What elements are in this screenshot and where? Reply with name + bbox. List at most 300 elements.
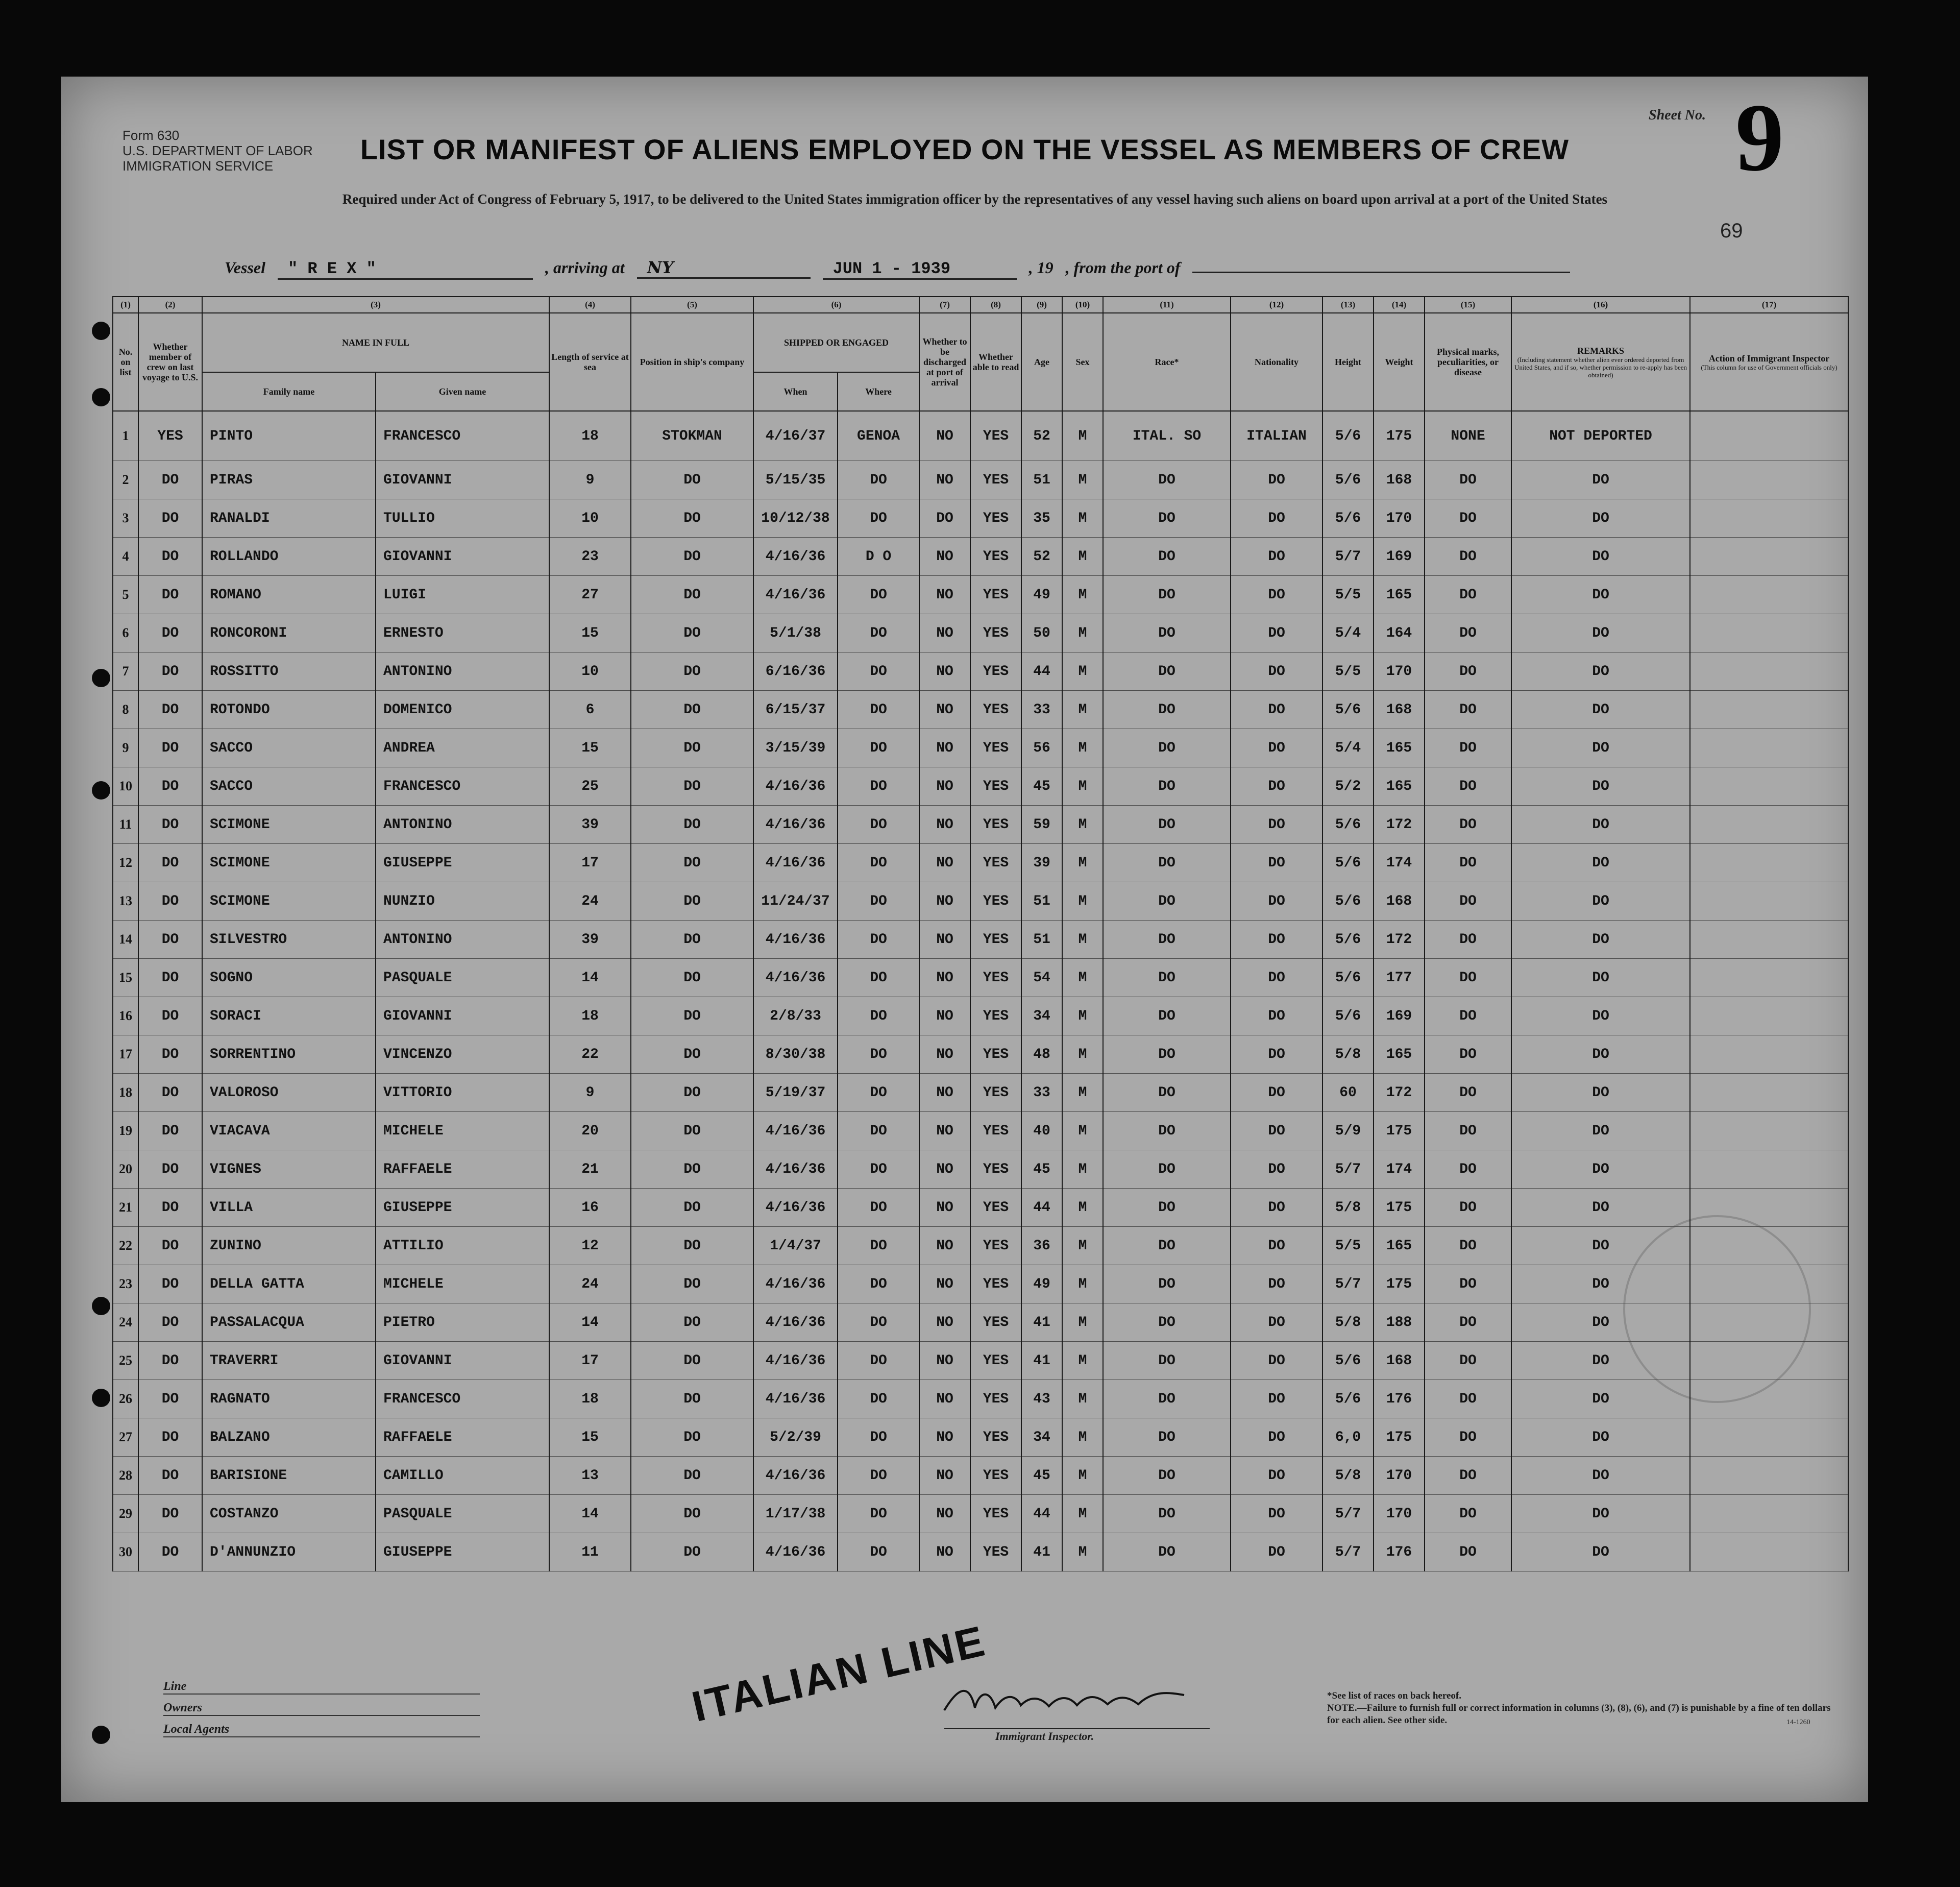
cell-age: 33 <box>1021 691 1062 729</box>
cell-action <box>1690 499 1848 538</box>
cell-prev: DO <box>138 691 202 729</box>
cell-nat: DO <box>1231 882 1322 921</box>
cell-action <box>1690 959 1848 997</box>
cell-where: D O <box>838 538 919 576</box>
cell-remarks: DO <box>1511 1112 1690 1150</box>
cell-nat: DO <box>1231 1150 1322 1189</box>
cell-prev: DO <box>138 652 202 691</box>
cell-weight: 165 <box>1374 576 1425 614</box>
cell-disch: NO <box>919 1035 970 1074</box>
cell-weight: 172 <box>1374 806 1425 844</box>
cell-service: 23 <box>549 538 631 576</box>
cell-no: 16 <box>113 997 138 1035</box>
cell-marks: DO <box>1425 538 1511 576</box>
table-row <box>113 1457 1848 1495</box>
cell-age: 35 <box>1021 499 1062 538</box>
cell-height: 5/6 <box>1322 461 1374 499</box>
cell-action <box>1690 691 1848 729</box>
cell-remarks: DO <box>1511 538 1690 576</box>
cell-no: 24 <box>113 1303 138 1342</box>
cell-disch: NO <box>919 767 970 806</box>
cell-sex: M <box>1062 1150 1103 1189</box>
cell-sex: M <box>1062 921 1103 959</box>
cell-sex: M <box>1062 1495 1103 1533</box>
cell-action <box>1690 652 1848 691</box>
cell-family: SILVESTRO <box>202 921 376 959</box>
cell-marks: DO <box>1425 921 1511 959</box>
cell-marks: DO <box>1425 1112 1511 1150</box>
cell-race: DO <box>1103 1189 1231 1227</box>
cell-disch: NO <box>919 461 970 499</box>
cell-action <box>1690 767 1848 806</box>
cell-prev: YES <box>138 411 202 461</box>
cell-no: 26 <box>113 1380 138 1418</box>
cell-age: 49 <box>1021 576 1062 614</box>
cell-where: DO <box>838 652 919 691</box>
cell-family: VIACAVA <box>202 1112 376 1150</box>
cell-disch: NO <box>919 1495 970 1533</box>
col-num-17: (17) <box>1690 297 1848 313</box>
cell-position: DO <box>631 1495 753 1533</box>
cell-no: 8 <box>113 691 138 729</box>
cell-sex: M <box>1062 959 1103 997</box>
cell-read: YES <box>970 1533 1021 1571</box>
cell-where: DO <box>838 1227 919 1265</box>
col-num-5: (5) <box>631 297 753 313</box>
cell-position: DO <box>631 1265 753 1303</box>
cell-nat: DO <box>1231 997 1322 1035</box>
from-port-field <box>1192 272 1570 273</box>
cell-action <box>1690 997 1848 1035</box>
cell-where: DO <box>838 1265 919 1303</box>
cell-given: GIOVANNI <box>376 1342 549 1380</box>
cell-action <box>1690 882 1848 921</box>
cell-position: STOKMAN <box>631 411 753 461</box>
col-discharged: Whether to be discharged at port of arrival <box>919 313 970 411</box>
cell-when: 4/16/36 <box>753 1150 838 1189</box>
cell-position: DO <box>631 576 753 614</box>
table-row <box>113 1265 1848 1303</box>
cell-action <box>1690 921 1848 959</box>
cell-family: ZUNINO <box>202 1227 376 1265</box>
cell-service: 27 <box>549 576 631 614</box>
cell-service: 18 <box>549 411 631 461</box>
cell-read: YES <box>970 1074 1021 1112</box>
cell-age: 45 <box>1021 1150 1062 1189</box>
cell-age: 45 <box>1021 1457 1062 1495</box>
cell-race: DO <box>1103 959 1231 997</box>
cell-race: DO <box>1103 499 1231 538</box>
table-row <box>113 614 1848 652</box>
cell-given: RAFFAELE <box>376 1150 549 1189</box>
cell-when: 4/16/36 <box>753 1533 838 1571</box>
table-row <box>113 1074 1848 1112</box>
cell-race: DO <box>1103 1303 1231 1342</box>
cell-given: TULLIO <box>376 499 549 538</box>
cell-height: 5/5 <box>1322 1227 1374 1265</box>
cell-position: DO <box>631 1457 753 1495</box>
cell-age: 52 <box>1021 411 1062 461</box>
cell-read: YES <box>970 499 1021 538</box>
cell-position: DO <box>631 882 753 921</box>
cell-where: DO <box>838 691 919 729</box>
inspector-label: Immigrant Inspector. <box>995 1730 1094 1743</box>
col-action-inspector <box>1690 313 1848 411</box>
cell-action <box>1690 1189 1848 1227</box>
cell-nat: DO <box>1231 652 1322 691</box>
cell-prev: DO <box>138 959 202 997</box>
cell-where: DO <box>838 997 919 1035</box>
cell-age: 59 <box>1021 806 1062 844</box>
cell-given: GIUSEPPE <box>376 1533 549 1571</box>
cell-remarks: DO <box>1511 844 1690 882</box>
arriving-label: , arriving at <box>545 258 625 277</box>
cell-read: YES <box>970 921 1021 959</box>
cell-no: 29 <box>113 1495 138 1533</box>
cell-marks: DO <box>1425 1150 1511 1189</box>
cell-position: DO <box>631 1112 753 1150</box>
cell-sex: M <box>1062 729 1103 767</box>
owners-field: Owners <box>163 1701 480 1716</box>
local-agents-field: Local Agents <box>163 1723 480 1737</box>
cell-sex: M <box>1062 1380 1103 1418</box>
cell-where: DO <box>838 1112 919 1150</box>
col-position: Position in ship's company <box>631 313 753 411</box>
cell-no: 23 <box>113 1265 138 1303</box>
cell-remarks: DO <box>1511 652 1690 691</box>
table-row <box>113 921 1848 959</box>
cell-sex: M <box>1062 1074 1103 1112</box>
cell-no: 17 <box>113 1035 138 1074</box>
cell-sex: M <box>1062 882 1103 921</box>
cell-read: YES <box>970 1227 1021 1265</box>
cell-height: 6,0 <box>1322 1418 1374 1457</box>
cell-height: 5/7 <box>1322 1495 1374 1533</box>
cell-prev: DO <box>138 1150 202 1189</box>
cell-action <box>1690 1495 1848 1533</box>
cell-when: 4/16/36 <box>753 921 838 959</box>
col-num-6: (6) <box>753 297 919 313</box>
cell-prev: DO <box>138 806 202 844</box>
col-no-on-list: No. on list <box>113 313 138 411</box>
cell-height: 5/8 <box>1322 1303 1374 1342</box>
cell-remarks: DO <box>1511 1265 1690 1303</box>
cell-where: DO <box>838 1189 919 1227</box>
cell-height: 5/6 <box>1322 997 1374 1035</box>
cell-where: DO <box>838 1533 919 1571</box>
cell-read: YES <box>970 1035 1021 1074</box>
cell-disch: NO <box>919 1418 970 1457</box>
cell-height: 5/6 <box>1322 806 1374 844</box>
manifest-sheet <box>61 77 1868 1802</box>
cell-when: 4/16/36 <box>753 1380 838 1418</box>
table-row <box>113 806 1848 844</box>
cell-race: DO <box>1103 1418 1231 1457</box>
table-row <box>113 1303 1848 1342</box>
cell-height: 5/5 <box>1322 576 1374 614</box>
cell-when: 4/16/36 <box>753 1303 838 1342</box>
cell-action <box>1690 614 1848 652</box>
col-able-to-read: Whether able to read <box>970 313 1021 411</box>
cell-weight: 170 <box>1374 652 1425 691</box>
cell-remarks: NOT DEPORTED <box>1511 411 1690 461</box>
cell-height: 5/5 <box>1322 652 1374 691</box>
col-length-service: Length of service at sea <box>549 313 631 411</box>
cell-service: 17 <box>549 1342 631 1380</box>
cell-nat: DO <box>1231 1495 1322 1533</box>
cell-given: ANTONINO <box>376 806 549 844</box>
cell-where: DO <box>838 1457 919 1495</box>
cell-disch: NO <box>919 921 970 959</box>
cell-family: RANALDI <box>202 499 376 538</box>
cell-marks: DO <box>1425 499 1511 538</box>
cell-position: DO <box>631 1342 753 1380</box>
vessel-name: " R E X " <box>278 259 533 280</box>
cell-race: DO <box>1103 1112 1231 1150</box>
cell-age: 44 <box>1021 652 1062 691</box>
cell-disch: NO <box>919 729 970 767</box>
cell-marks: DO <box>1425 882 1511 921</box>
cell-age: 49 <box>1021 1265 1062 1303</box>
cell-action <box>1690 1418 1848 1457</box>
cell-sex: M <box>1062 1112 1103 1150</box>
remarks-title: REMARKS <box>1577 345 1625 356</box>
cell-action <box>1690 1265 1848 1303</box>
cell-sex: M <box>1062 499 1103 538</box>
cell-given: NUNZIO <box>376 882 549 921</box>
table-row <box>113 1035 1848 1074</box>
cell-service: 39 <box>549 921 631 959</box>
cell-disch: NO <box>919 1112 970 1150</box>
cell-sex: M <box>1062 1303 1103 1342</box>
cell-weight: 188 <box>1374 1303 1425 1342</box>
cell-race: DO <box>1103 1380 1231 1418</box>
cell-given: VINCENZO <box>376 1035 549 1074</box>
arrival-date: JUN 1 - 1939 <box>823 259 1017 280</box>
cell-sex: M <box>1062 1457 1103 1495</box>
cell-prev: DO <box>138 499 202 538</box>
cell-prev: DO <box>138 461 202 499</box>
cell-read: YES <box>970 1457 1021 1495</box>
cell-nat: DO <box>1231 1418 1322 1457</box>
table-row <box>113 691 1848 729</box>
col-race: Race* <box>1103 313 1231 411</box>
cell-age: 33 <box>1021 1074 1062 1112</box>
cell-weight: 168 <box>1374 691 1425 729</box>
binder-hole <box>92 1389 110 1407</box>
cell-disch: NO <box>919 538 970 576</box>
cell-remarks: DO <box>1511 1457 1690 1495</box>
cell-service: 16 <box>549 1189 631 1227</box>
cell-action <box>1690 411 1848 461</box>
cell-nat: DO <box>1231 806 1322 844</box>
cell-age: 56 <box>1021 729 1062 767</box>
cell-disch: NO <box>919 1303 970 1342</box>
cell-race: DO <box>1103 1533 1231 1571</box>
cell-prev: DO <box>138 538 202 576</box>
col-physical-marks: Physical marks, peculiarities, or disease <box>1425 313 1511 411</box>
cell-position: DO <box>631 1189 753 1227</box>
cell-action <box>1690 576 1848 614</box>
inspector-signature <box>939 1680 1194 1721</box>
cell-no: 10 <box>113 767 138 806</box>
table-row <box>113 411 1848 461</box>
col-where: Where <box>838 372 919 411</box>
cell-read: YES <box>970 538 1021 576</box>
cell-disch: NO <box>919 1074 970 1112</box>
cell-nat: DO <box>1231 1380 1322 1418</box>
italian-line-stamp: ITALIAN LINE <box>687 1616 991 1731</box>
cell-disch: NO <box>919 1342 970 1380</box>
cell-remarks: DO <box>1511 767 1690 806</box>
cell-when: 4/16/36 <box>753 1265 838 1303</box>
cell-given: PIETRO <box>376 1303 549 1342</box>
cell-marks: DO <box>1425 1495 1511 1533</box>
cell-race: DO <box>1103 461 1231 499</box>
cell-race: DO <box>1103 921 1231 959</box>
cell-read: YES <box>970 652 1021 691</box>
cell-no: 14 <box>113 921 138 959</box>
cell-read: YES <box>970 1418 1021 1457</box>
signature-line <box>944 1728 1210 1729</box>
col-nationality: Nationality <box>1231 313 1322 411</box>
cell-given: CAMILLO <box>376 1457 549 1495</box>
table-row <box>113 1112 1848 1150</box>
cell-read: YES <box>970 767 1021 806</box>
cell-family: RONCORONI <box>202 614 376 652</box>
cell-height: 5/4 <box>1322 729 1374 767</box>
cell-age: 41 <box>1021 1342 1062 1380</box>
cell-when: 5/19/37 <box>753 1074 838 1112</box>
cell-when: 4/16/36 <box>753 806 838 844</box>
cell-race: DO <box>1103 538 1231 576</box>
cell-given: RAFFAELE <box>376 1418 549 1457</box>
crew-manifest-table <box>112 296 1849 1571</box>
cell-no: 20 <box>113 1150 138 1189</box>
cell-family: SCIMONE <box>202 882 376 921</box>
binder-hole <box>92 322 110 340</box>
cell-no: 12 <box>113 844 138 882</box>
cell-race: DO <box>1103 1074 1231 1112</box>
cell-action <box>1690 1533 1848 1571</box>
cell-service: 25 <box>549 767 631 806</box>
table-row <box>113 959 1848 997</box>
cell-read: YES <box>970 461 1021 499</box>
binder-hole <box>92 1726 110 1744</box>
cell-marks: NONE <box>1425 411 1511 461</box>
cell-nat: DO <box>1231 1342 1322 1380</box>
cell-read: YES <box>970 959 1021 997</box>
cell-nat: DO <box>1231 729 1322 767</box>
cell-where: DO <box>838 767 919 806</box>
cell-when: 4/16/36 <box>753 1189 838 1227</box>
line-field: Line <box>163 1680 480 1695</box>
cell-read: YES <box>970 1495 1021 1533</box>
cell-no: 19 <box>113 1112 138 1150</box>
cell-where: DO <box>838 959 919 997</box>
cell-marks: DO <box>1425 1342 1511 1380</box>
cell-service: 15 <box>549 614 631 652</box>
cell-disch: NO <box>919 806 970 844</box>
cell-sex: M <box>1062 1418 1103 1457</box>
cell-age: 40 <box>1021 1112 1062 1150</box>
bureau-name: IMMIGRATION SERVICE <box>122 158 274 174</box>
cell-family: ROMANO <box>202 576 376 614</box>
cell-read: YES <box>970 1112 1021 1150</box>
cell-remarks: DO <box>1511 1342 1690 1380</box>
cell-race: DO <box>1103 576 1231 614</box>
cell-action <box>1690 1150 1848 1189</box>
cell-sex: M <box>1062 411 1103 461</box>
table-row <box>113 652 1848 691</box>
cell-race: DO <box>1103 997 1231 1035</box>
cell-prev: DO <box>138 1035 202 1074</box>
cell-action <box>1690 461 1848 499</box>
cell-disch: NO <box>919 882 970 921</box>
cell-weight: 169 <box>1374 997 1425 1035</box>
cell-disch: NO <box>919 1533 970 1571</box>
cell-action <box>1690 1074 1848 1112</box>
cell-weight: 175 <box>1374 1265 1425 1303</box>
cell-marks: DO <box>1425 1189 1511 1227</box>
cell-prev: DO <box>138 1533 202 1571</box>
col-num-14: (14) <box>1374 297 1425 313</box>
cell-family: DELLA GATTA <box>202 1265 376 1303</box>
cell-weight: 174 <box>1374 844 1425 882</box>
cell-remarks: DO <box>1511 921 1690 959</box>
cell-no: 27 <box>113 1418 138 1457</box>
cell-position: DO <box>631 806 753 844</box>
cell-where: DO <box>838 499 919 538</box>
footer-notes <box>1327 1690 1837 1727</box>
cell-sex: M <box>1062 691 1103 729</box>
table-row <box>113 1533 1848 1571</box>
cell-position: DO <box>631 1303 753 1342</box>
cell-race: DO <box>1103 1150 1231 1189</box>
cell-sex: M <box>1062 806 1103 844</box>
cell-weight: 168 <box>1374 461 1425 499</box>
cell-service: 39 <box>549 806 631 844</box>
cell-family: SACCO <box>202 729 376 767</box>
cell-prev: DO <box>138 1303 202 1342</box>
col-sex: Sex <box>1062 313 1103 411</box>
cell-height: 5/6 <box>1322 499 1374 538</box>
cell-where: DO <box>838 1035 919 1074</box>
cell-when: 2/8/33 <box>753 997 838 1035</box>
cell-weight: 172 <box>1374 1074 1425 1112</box>
cell-service: 14 <box>549 959 631 997</box>
cell-position: DO <box>631 1227 753 1265</box>
cell-height: 5/6 <box>1322 959 1374 997</box>
cell-height: 5/9 <box>1322 1112 1374 1150</box>
cell-age: 54 <box>1021 959 1062 997</box>
cell-action <box>1690 729 1848 767</box>
cell-when: 10/12/38 <box>753 499 838 538</box>
binder-hole <box>92 781 110 800</box>
cell-marks: DO <box>1425 1380 1511 1418</box>
cell-when: 4/16/36 <box>753 959 838 997</box>
col-num-10: (10) <box>1062 297 1103 313</box>
cell-marks: DO <box>1425 997 1511 1035</box>
cell-remarks: DO <box>1511 1227 1690 1265</box>
race-note: *See list of races on back hereof. <box>1327 1690 1461 1701</box>
cell-service: 20 <box>549 1112 631 1150</box>
cell-race: ITAL. SO <box>1103 411 1231 461</box>
cell-remarks: DO <box>1511 1035 1690 1074</box>
cell-age: 48 <box>1021 1035 1062 1074</box>
cell-marks: DO <box>1425 1533 1511 1571</box>
cell-family: VALOROSO <box>202 1074 376 1112</box>
